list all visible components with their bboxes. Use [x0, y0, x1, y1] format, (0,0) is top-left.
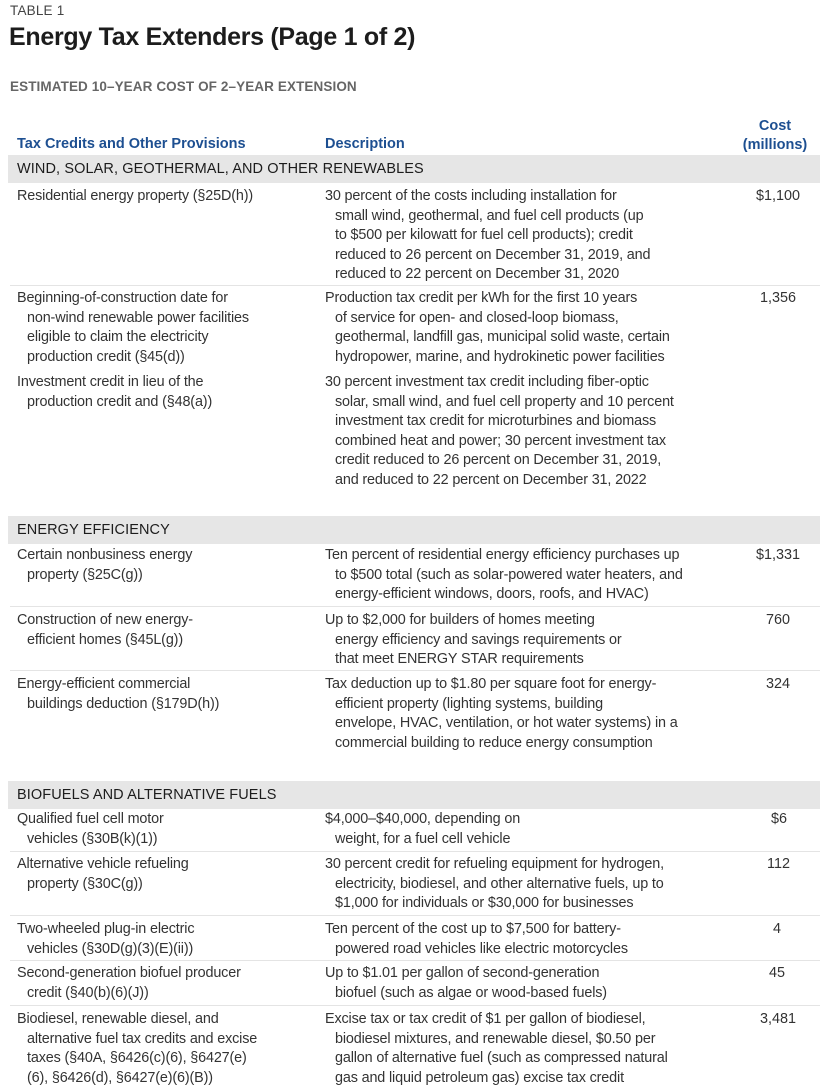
- description-line: efficient property (lighting systems, building: [335, 695, 603, 712]
- row-cost: $1,100: [755, 188, 800, 204]
- provision-line: Certain nonbusiness energy: [17, 547, 193, 563]
- row-cost: 1,356: [759, 290, 796, 306]
- description-line: 30 percent credit for refueling equipment for hydrogen,: [325, 856, 664, 872]
- provision-line: credit (§40(b)(6)(J)): [27, 984, 149, 1001]
- description-line: Ten percent of residential energy efficiency purchases up: [325, 547, 680, 563]
- description-line: 30 percent of the costs including installation for: [325, 188, 617, 204]
- row-description: [325, 187, 650, 285]
- description-line: energy efficiency and savings requirements or: [335, 631, 622, 648]
- description-line: of service for open- and closed-loop biomass,: [335, 309, 619, 326]
- row-description: [325, 675, 678, 753]
- provision-line: Beginning-of-construction date for: [17, 290, 228, 306]
- row-provision: [17, 920, 194, 959]
- description-line: hydropower, marine, and hydrokinetic power facilities: [335, 348, 665, 365]
- row-cost: 760: [765, 612, 790, 628]
- row-description: [325, 855, 664, 914]
- section-title-energy-efficiency: ENERGY EFFICIENCY: [17, 522, 170, 538]
- description-line: Excise tax or tax credit of $1 per gallon of biodiesel,: [325, 1011, 646, 1027]
- column-header-description: Description: [325, 136, 405, 152]
- row-divider: [10, 670, 820, 671]
- provision-line: alternative fuel tax credits and excise: [27, 1030, 258, 1047]
- provision-line: (6), §6426(d), §6427(e)(6)(B)): [27, 1069, 213, 1086]
- description-line: $4,000–$40,000, depending on: [325, 811, 521, 827]
- section-title-renewables: WIND, SOLAR, GEOTHERMAL, AND OTHER RENEWABLES: [17, 161, 424, 177]
- column-header-cost: [730, 117, 820, 155]
- row-cost: 3,481: [759, 1011, 796, 1027]
- row-description: [325, 810, 520, 849]
- table-subtitle: ESTIMATED 10–YEAR COST OF 2–YEAR EXTENSION: [10, 79, 357, 94]
- provision-line: eligible to claim the electricity: [27, 329, 209, 345]
- row-cost: 4: [772, 921, 781, 937]
- cost-header-line2: (millions): [742, 137, 808, 153]
- provision-line: Residential energy property (§25D(h)): [17, 188, 254, 204]
- description-line: electricity, biodiesel, and other alternative fuels, up to: [335, 875, 664, 892]
- table-label: TABLE 1: [10, 3, 65, 18]
- description-line: geothermal, landfill gas, municipal solid waste, certain: [335, 329, 670, 345]
- row-divider: [10, 851, 820, 852]
- description-line: Production tax credit per kWh for the first 10 years: [325, 290, 638, 306]
- row-description: [325, 546, 683, 605]
- row-cost: $1,331: [755, 547, 800, 563]
- provision-line: vehicles (§30B(k)(1)): [27, 830, 158, 847]
- provision-line: production credit (§45(d)): [27, 348, 185, 365]
- provision-line: Investment credit in lieu of the: [17, 374, 204, 390]
- row-description: [325, 964, 607, 1003]
- row-provision: [17, 810, 164, 849]
- description-line: solar, small wind, and fuel cell property and 10 percent: [335, 393, 674, 410]
- provision-line: efficient homes (§45L(g)): [27, 631, 183, 648]
- row-description: [325, 1010, 668, 1088]
- row-provision: [17, 546, 192, 585]
- description-line: biodiesel mixtures, and renewable diesel, $0.50 per: [335, 1030, 656, 1047]
- row-provision: [17, 1010, 257, 1088]
- row-description: [325, 289, 670, 367]
- row-divider: [10, 960, 820, 961]
- provision-line: Energy-efficient commercial: [17, 676, 191, 692]
- row-cost: 324: [765, 676, 790, 692]
- row-description: [325, 920, 628, 959]
- provision-line: Construction of new energy-: [17, 612, 193, 628]
- description-line: biofuel (such as algae or wood-based fuels): [335, 984, 607, 1001]
- row-provision: [17, 289, 249, 367]
- description-line: commercial building to reduce energy consumption: [335, 734, 653, 751]
- description-line: investment tax credit for microturbines and biomass: [335, 413, 657, 429]
- row-divider: [10, 915, 820, 916]
- description-line: 30 percent investment tax credit including fiber-optic: [325, 374, 649, 390]
- row-provision: [17, 855, 189, 894]
- description-line: Ten percent of the cost up to $7,500 for battery-: [325, 921, 621, 937]
- description-line: envelope, HVAC, ventilation, or hot water systems) in a: [335, 715, 678, 731]
- row-description: [325, 611, 622, 670]
- provision-line: Biodiesel, renewable diesel, and: [17, 1011, 219, 1027]
- provision-line: buildings deduction (§179D(h)): [27, 695, 220, 712]
- description-line: to $500 per kilowatt for fuel cell products); credit: [335, 227, 633, 243]
- description-line: small wind, geothermal, and fuel cell products (up: [335, 207, 644, 224]
- row-cost: $6: [770, 811, 787, 827]
- description-line: to $500 total (such as solar-powered water heaters, and: [335, 566, 683, 583]
- row-provision: [17, 675, 219, 714]
- description-line: reduced to 22 percent on December 31, 2020: [335, 266, 620, 282]
- provision-line: Qualified fuel cell motor: [17, 811, 164, 827]
- provision-line: Two-wheeled plug-in electric: [17, 921, 195, 937]
- description-line: gas and liquid petroleum gas) excise tax credit: [335, 1069, 624, 1086]
- description-line: combined heat and power; 30 percent investment tax: [335, 432, 666, 449]
- description-line: gallon of alternative fuel (such as compressed natural: [335, 1050, 668, 1066]
- row-provision: [17, 373, 212, 412]
- row-description: [325, 373, 674, 490]
- provision-line: Second-generation biofuel producer: [17, 965, 241, 981]
- row-cost: 45: [768, 965, 785, 981]
- section-title-biofuels: BIOFUELS AND ALTERNATIVE FUELS: [17, 787, 277, 803]
- description-line: powered road vehicles like electric motorcycles: [335, 940, 628, 957]
- description-line: that meet ENERGY STAR requirements: [335, 651, 584, 667]
- row-cost: 112: [767, 856, 790, 872]
- row-provision: [17, 611, 193, 650]
- description-line: energy-efficient windows, doors, roofs, and HVAC): [335, 586, 649, 602]
- row-divider: [10, 1005, 820, 1006]
- row-divider: [10, 285, 820, 286]
- description-line: Tax deduction up to $1.80 per square foot for energy-: [325, 676, 657, 692]
- description-line: reduced to 26 percent on December 31, 2019, and: [335, 246, 651, 263]
- provision-line: non-wind renewable power facilities: [27, 309, 249, 326]
- row-divider: [10, 606, 820, 607]
- provision-line: taxes (§40A, §6426(c)(6), §6427(e): [27, 1050, 247, 1066]
- description-line: weight, for a fuel cell vehicle: [335, 830, 511, 847]
- description-line: credit reduced to 26 percent on December 31, 2019,: [335, 452, 662, 468]
- provision-line: Alternative vehicle refueling: [17, 856, 189, 872]
- provision-line: vehicles (§30D(g)(3)(E)(ii)): [27, 940, 194, 957]
- row-provision: [17, 964, 241, 1003]
- description-line: Up to $2,000 for builders of homes meeting: [325, 612, 595, 628]
- description-line: Up to $1.01 per gallon of second-generation: [325, 965, 600, 981]
- column-header-provisions: Tax Credits and Other Provisions: [17, 136, 246, 152]
- cost-header-line1: Cost: [758, 118, 792, 134]
- provision-line: production credit and (§48(a)): [27, 393, 213, 410]
- provision-line: property (§25C(g)): [27, 566, 143, 583]
- row-provision: [17, 187, 253, 207]
- provision-line: property (§30C(g)): [27, 875, 143, 892]
- description-line: $1,000 for individuals or $30,000 for businesses: [335, 895, 634, 911]
- description-line: and reduced to 22 percent on December 31, 2022: [335, 471, 647, 488]
- page-title: Energy Tax Extenders (Page 1 of 2): [9, 23, 416, 51]
